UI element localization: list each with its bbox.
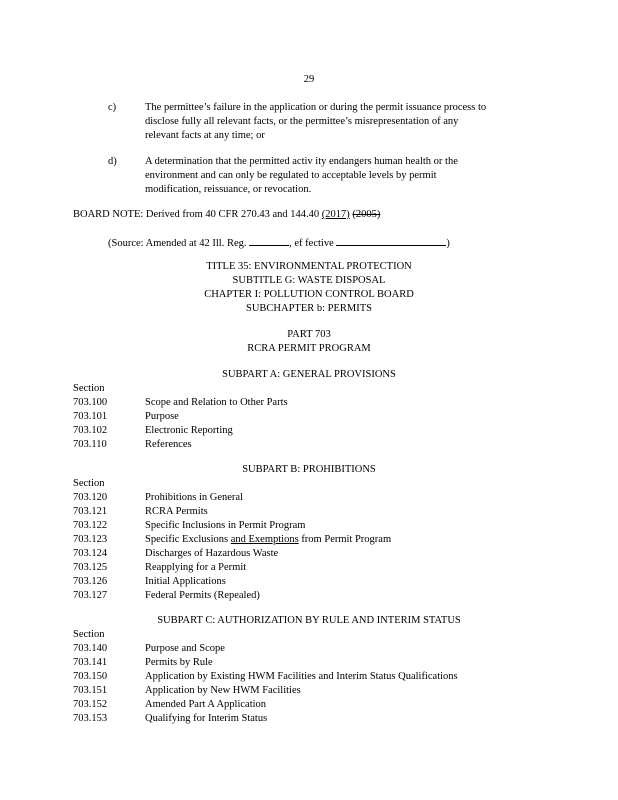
section-number: 703.100: [73, 397, 108, 408]
section-label: Section: [73, 383, 105, 394]
section-number: 703.121: [73, 506, 108, 517]
toc-row: [73, 410, 553, 424]
title-heading: TITLE 35: ENVIRONMENTAL PROTECTION: [206, 261, 412, 272]
toc-row: [73, 656, 553, 670]
section-number: 703.123: [73, 534, 108, 545]
section-number: 703.102: [73, 425, 108, 436]
section-label: Section: [73, 478, 105, 489]
item-d-text: [145, 155, 540, 197]
section-number: 703.153: [73, 713, 108, 724]
item-d-line: environment and can only be regulated to acceptable levels by permit: [145, 170, 437, 181]
section-title: Scope and Relation to Other Parts: [145, 397, 288, 408]
board-note-deleted: (2005): [352, 209, 381, 220]
section-title: Application by Existing HWM Facilities and Interim Status Qualifications: [145, 671, 458, 682]
page-number: 29: [303, 74, 315, 85]
section-title: Purpose and Scope: [145, 643, 225, 654]
section-number: 703.126: [73, 576, 108, 587]
source-comma: ,: [289, 238, 292, 249]
toc-row: [73, 642, 553, 656]
source-close: ): [446, 238, 450, 249]
subtitle-heading: SUBTITLE G: WASTE DISPOSAL: [232, 275, 386, 286]
section-number: 703.125: [73, 562, 108, 573]
toc-row: [73, 575, 553, 589]
section-number: 703.120: [73, 492, 108, 503]
source-effective: ef fective: [294, 238, 334, 249]
part-heading: PART 703: [287, 329, 331, 340]
subpart-b-title: SUBPART B: PROHIBITIONS: [242, 464, 376, 475]
subpart-a-title: SUBPART A: GENERAL PROVISIONS: [222, 369, 396, 380]
toc-row: [73, 684, 553, 698]
source-date-blank: [336, 235, 446, 246]
section-title-added: and Exemptions: [230, 534, 299, 545]
section-title: Qualifying for Interim Status: [145, 713, 268, 724]
section-title: Initial Applications: [145, 576, 226, 587]
source-prefix: (Source: Amended at 42 Ill. Reg.: [108, 238, 247, 249]
section-title: Application by New HWM Facilities: [145, 685, 301, 696]
source-note: [108, 235, 450, 251]
item-c-line: disclose fully all relevant facts, or the permittee’s misrepresentation of any: [145, 116, 459, 127]
toc-row: [73, 712, 553, 726]
toc-row: [73, 505, 553, 519]
section-title: Specific Inclusions in Permit Program: [145, 520, 306, 531]
section-number: 703.151: [73, 685, 108, 696]
section-number: 703.152: [73, 699, 108, 710]
section-number: 703.140: [73, 643, 108, 654]
section-number: 703.110: [73, 439, 107, 450]
section-number: 703.150: [73, 671, 108, 682]
board-note: [73, 208, 380, 222]
section-number: 703.122: [73, 520, 108, 531]
toc-row: [73, 396, 553, 410]
toc-row: [73, 519, 553, 533]
toc-row: [73, 491, 553, 505]
chapter-heading: CHAPTER I: POLLUTION CONTROL BOARD: [204, 289, 414, 300]
toc-row: [73, 561, 553, 575]
toc-row: [73, 670, 553, 684]
item-d-line: A determination that the permitted activ ity endangers human health or the: [145, 156, 458, 167]
section-title: Permits by Rule: [145, 657, 213, 668]
subpart-c-title: SUBPART C: AUTHORIZATION BY RULE AND INTERIM STATUS: [157, 615, 461, 626]
section-title: References: [145, 439, 192, 450]
toc-row: [73, 698, 553, 712]
item-c-line: relevant facts at any time; or: [145, 130, 265, 141]
section-title: Purpose: [145, 411, 179, 422]
item-c-label: c): [108, 102, 117, 113]
item-d-label: d): [108, 156, 117, 167]
section-title: Discharges of Hazardous Waste: [145, 548, 279, 559]
section-label: Section: [73, 629, 105, 640]
toc-row: [73, 424, 553, 438]
toc-row: [73, 438, 553, 452]
board-note-added: (2017): [321, 209, 350, 220]
subchapter-heading: SUBCHAPTER b: PERMITS: [245, 303, 373, 314]
section-title-part: Specific Exclusions: [145, 534, 229, 545]
section-title: [145, 533, 391, 547]
section-title: Electronic Reporting: [145, 425, 233, 436]
section-title: Federal Permits (Repealed): [145, 590, 260, 601]
source-reg-blank: [249, 235, 289, 246]
section-number: 703.124: [73, 548, 108, 559]
item-c-text: [145, 101, 540, 143]
section-title: RCRA Permits: [145, 506, 208, 517]
item-d-line: modification, reissuance, or revocation.: [145, 184, 312, 195]
section-title: Reapplying for a Permit: [145, 562, 247, 573]
toc-row: [73, 589, 553, 603]
item-c-line: The permittee’s failure in the application or during the permit issuance process to: [145, 102, 487, 113]
toc-row: [73, 547, 553, 561]
section-number: 703.127: [73, 590, 108, 601]
section-number: 703.101: [73, 411, 108, 422]
board-note-text: BOARD NOTE: Derived from 40 CFR 270.43 and 144.40: [73, 209, 320, 220]
section-title: Prohibitions in General: [145, 492, 243, 503]
section-number: 703.141: [73, 657, 108, 668]
toc-row: [73, 533, 553, 547]
section-title-part: from Permit Program: [301, 534, 392, 545]
part-title-heading: RCRA PERMIT PROGRAM: [247, 343, 371, 354]
section-title: Amended Part A Application: [145, 699, 267, 710]
